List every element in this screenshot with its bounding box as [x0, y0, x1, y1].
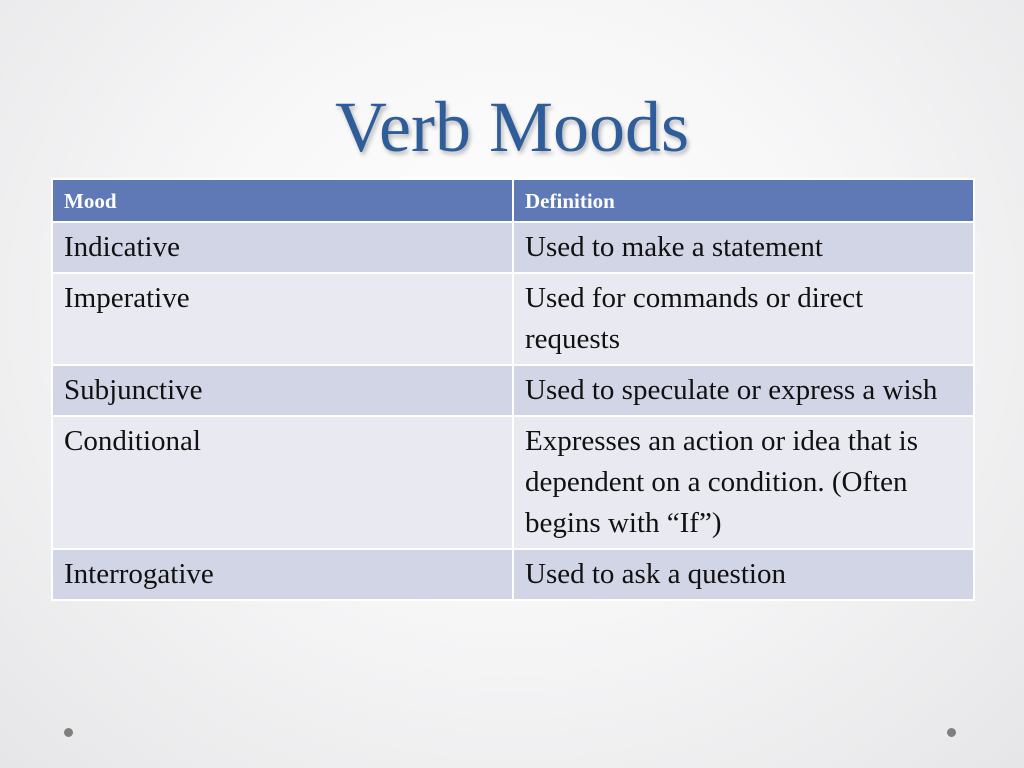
table-row: [52, 273, 974, 365]
decorative-dot-left: [64, 728, 73, 737]
decorative-dot-right: [947, 728, 956, 737]
table-row: [52, 222, 974, 273]
column-header-mood: Mood: [52, 179, 513, 222]
definition-cell: Used to speculate or express a wish: [513, 365, 974, 416]
definition-cell: Used to ask a question: [513, 549, 974, 600]
mood-cell: Conditional: [52, 416, 513, 549]
slide-title: Verb Moods: [335, 87, 689, 167]
mood-cell: Interrogative: [52, 549, 513, 600]
column-header-definition: Definition: [513, 179, 974, 222]
table-row: [52, 549, 974, 600]
table-row: [52, 416, 974, 549]
table-row: [52, 365, 974, 416]
verb-moods-table: [51, 178, 975, 601]
mood-cell: Subjunctive: [52, 365, 513, 416]
table-header-row: [52, 179, 974, 222]
mood-cell: Indicative: [52, 222, 513, 273]
definition-cell: Expresses an action or idea that is dependent on a condition. (Often begins with “If”): [513, 416, 974, 549]
definition-cell: Used for commands or direct requests: [513, 273, 974, 365]
definition-cell: Used to make a statement: [513, 222, 974, 273]
mood-cell: Imperative: [52, 273, 513, 365]
